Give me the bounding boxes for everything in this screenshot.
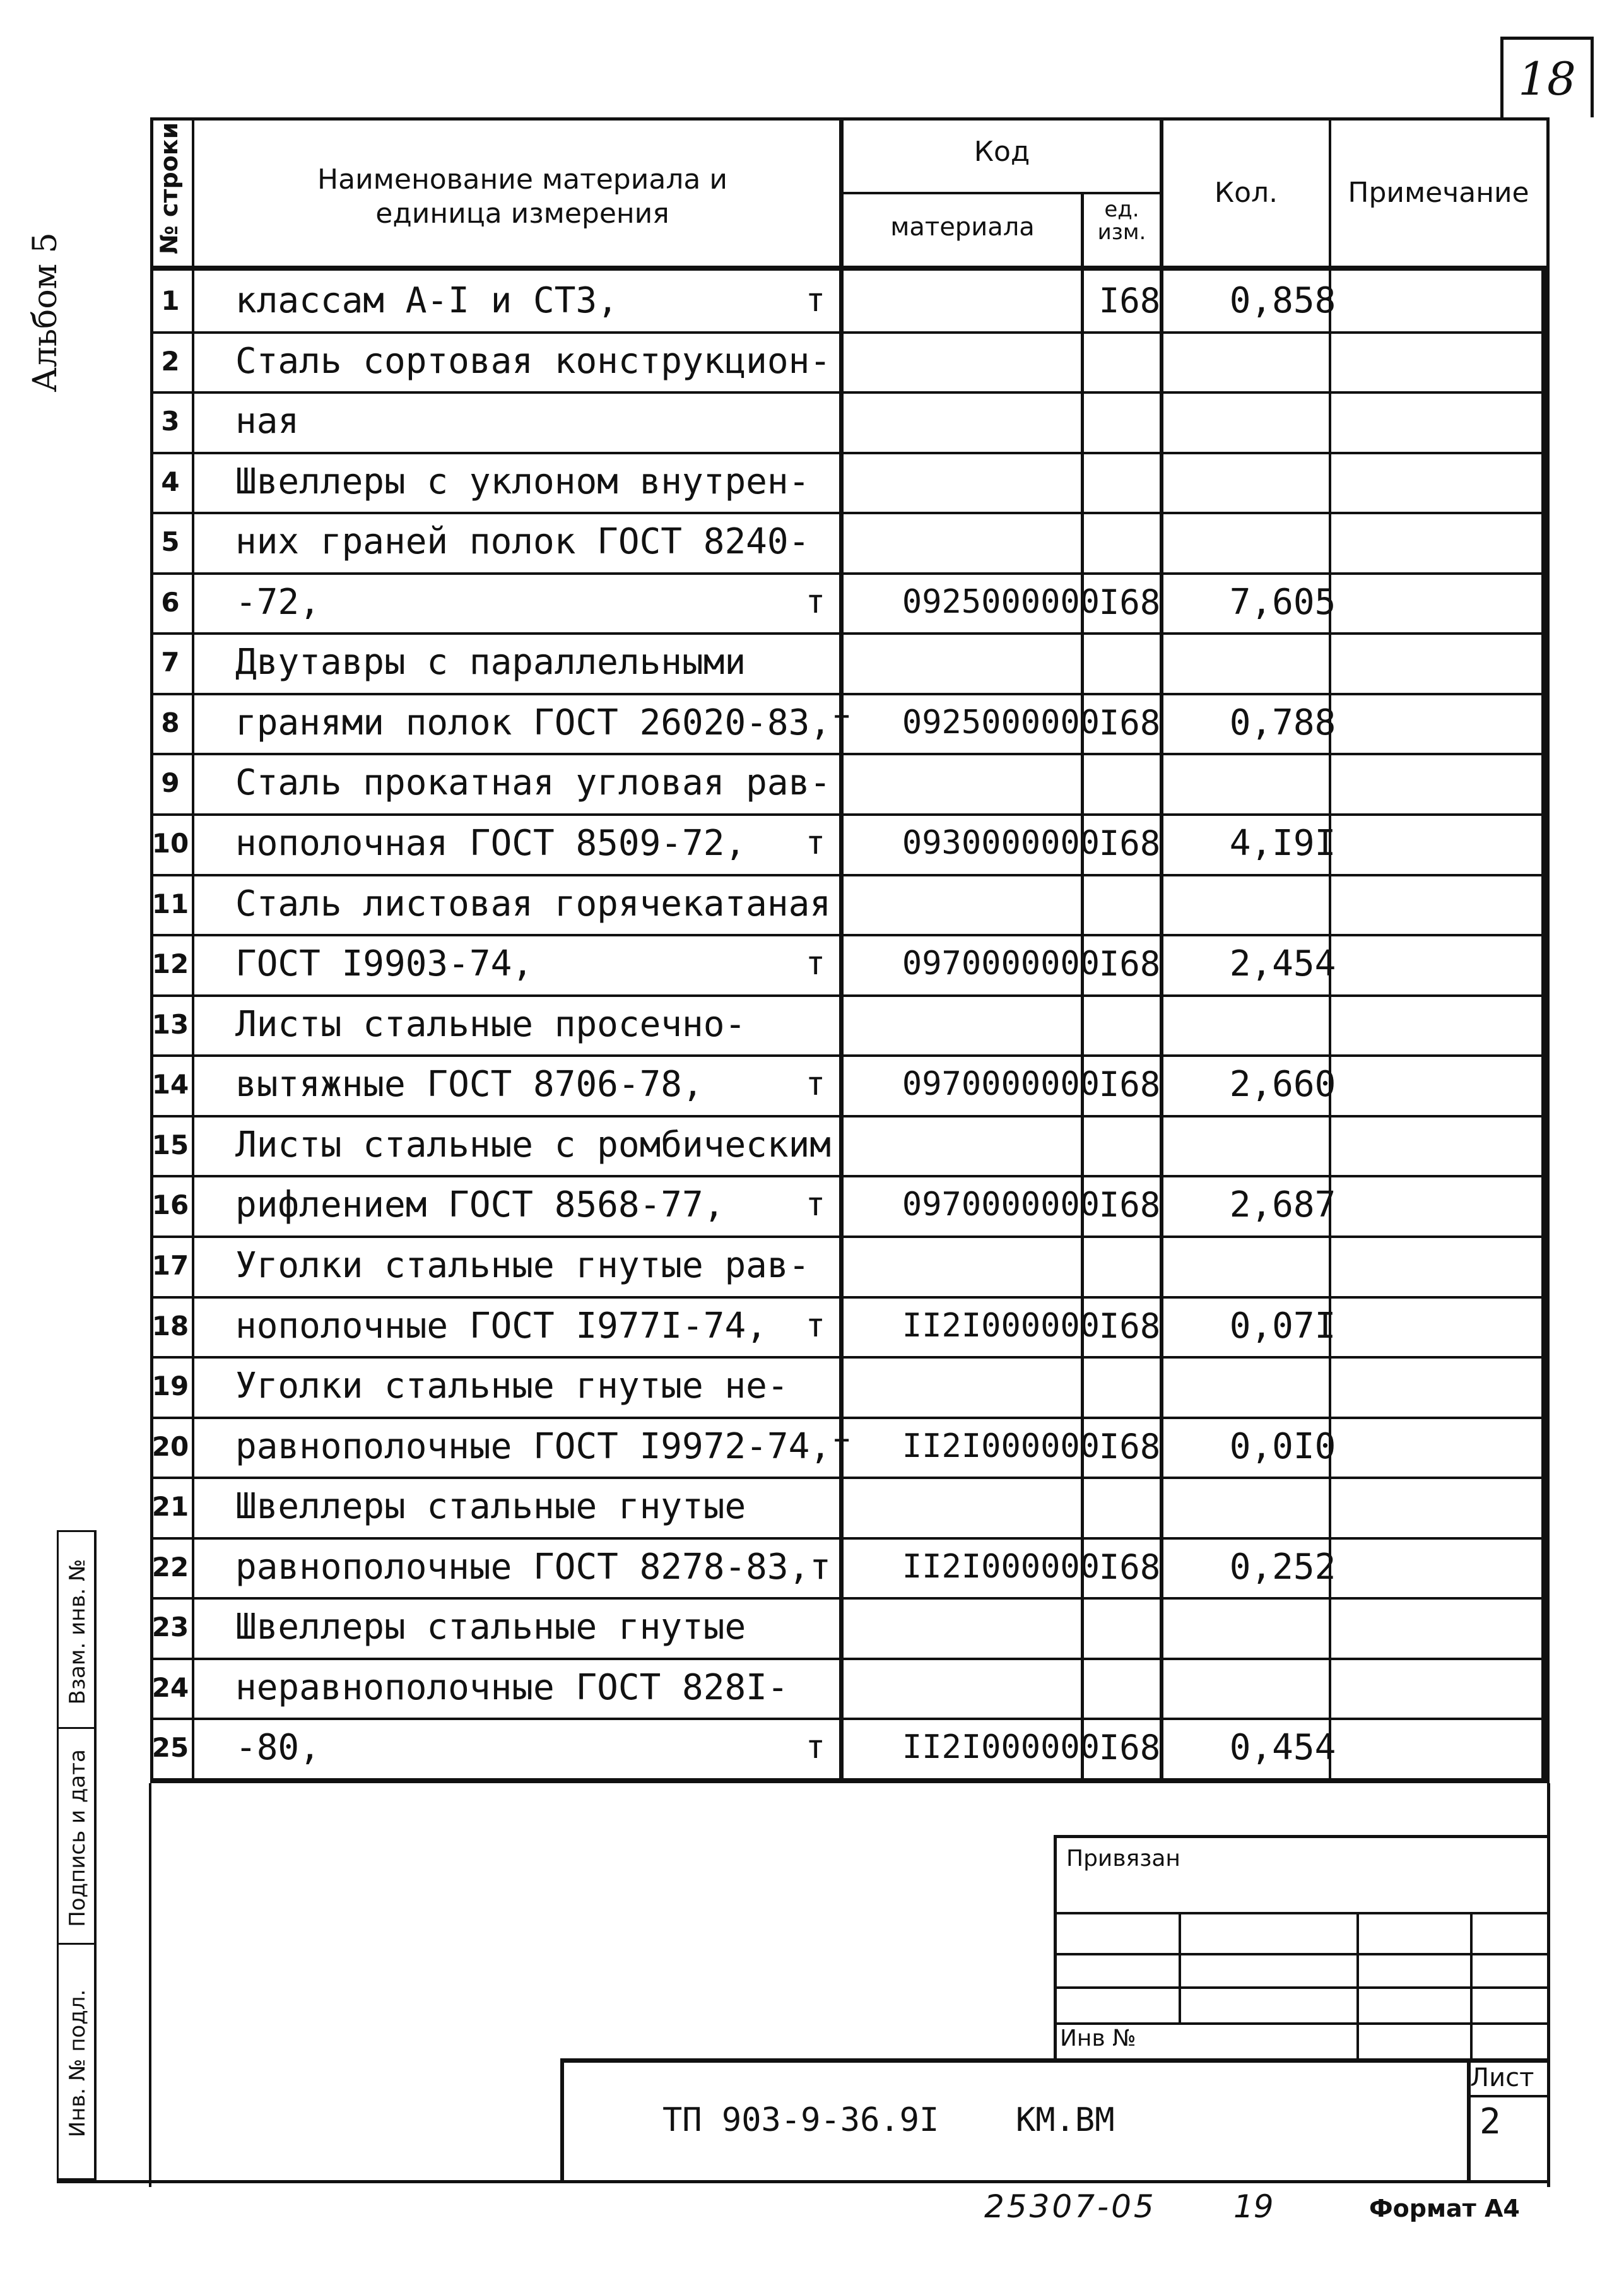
album-label: Альбом 5 bbox=[26, 232, 64, 392]
row-number: 8 bbox=[161, 707, 180, 738]
table-row bbox=[150, 331, 1550, 392]
page-number-box bbox=[1500, 37, 1594, 117]
row-number: 17 bbox=[151, 1249, 189, 1281]
material-name: классам А-I и СТ3, bbox=[235, 280, 618, 321]
quantity-value bbox=[1166, 1356, 1399, 1417]
table-row bbox=[150, 572, 1550, 633]
unit-code: I68 bbox=[1098, 1306, 1161, 1346]
material-code: 0925000000 bbox=[902, 703, 1100, 741]
material-code: II2I000000 bbox=[902, 1306, 1100, 1345]
table-row bbox=[150, 994, 1550, 1055]
row-number: 1 bbox=[161, 285, 180, 316]
unit-code: I68 bbox=[1098, 702, 1161, 743]
material-code bbox=[838, 632, 1100, 693]
table-row bbox=[150, 1115, 1550, 1176]
stamp-inv-podl-label: Инв. № подл. bbox=[65, 1989, 90, 2138]
header-row-number: № строки bbox=[155, 122, 183, 254]
quantity-value: 0,788 bbox=[1229, 702, 1336, 743]
unit-code: I68 bbox=[1098, 1064, 1161, 1105]
material-name: нополочные ГОСТ I977I-74, bbox=[235, 1305, 767, 1347]
inv-no-label: Инв № bbox=[1060, 2026, 1136, 2051]
material-name: Швеллеры с уклоном внутрен- bbox=[235, 461, 810, 502]
material-code: II2I000000 bbox=[902, 1547, 1100, 1586]
material-code bbox=[838, 271, 1100, 331]
material-code bbox=[838, 331, 1100, 392]
table-row bbox=[150, 452, 1550, 512]
material-code bbox=[838, 452, 1100, 512]
table-row bbox=[150, 1235, 1550, 1296]
unit-code bbox=[1084, 1235, 1175, 1296]
quantity-value bbox=[1166, 1235, 1399, 1296]
row-number: 5 bbox=[161, 526, 180, 558]
unit-suffix bbox=[781, 632, 825, 693]
material-code bbox=[838, 1356, 1100, 1417]
unit-suffix bbox=[781, 1417, 825, 1477]
quantity-value: 0,07I bbox=[1229, 1305, 1336, 1347]
quantity-value bbox=[1166, 1658, 1399, 1718]
material-name: Листы стальные просечно- bbox=[235, 1003, 746, 1045]
material-name: Двутавры с параллельными bbox=[235, 642, 746, 683]
unit-suffix bbox=[781, 1115, 825, 1176]
stamp-podpis-label: Подпись и дата bbox=[65, 1749, 90, 1927]
row-number: 11 bbox=[151, 888, 189, 919]
unit-code: I68 bbox=[1098, 1547, 1161, 1587]
unit-suffix bbox=[781, 753, 825, 813]
material-name: Сталь листовая горячекатаная bbox=[235, 883, 832, 924]
row-number: 21 bbox=[151, 1491, 189, 1523]
material-code bbox=[838, 1597, 1100, 1658]
material-code: II2I000000 bbox=[902, 1728, 1100, 1767]
unit-suffix bbox=[781, 1235, 825, 1296]
row-number: 2 bbox=[161, 345, 180, 377]
table-row bbox=[150, 1175, 1550, 1235]
stamp-strip bbox=[57, 1530, 149, 2180]
quantity-value: 2,687 bbox=[1229, 1184, 1336, 1226]
material-name: неравнополочные ГОСТ 828I- bbox=[235, 1666, 789, 1708]
quantity-value: 2,454 bbox=[1229, 943, 1336, 985]
table-row bbox=[150, 1356, 1550, 1417]
unit-suffix: т bbox=[805, 824, 825, 863]
material-name: -72, bbox=[235, 581, 321, 623]
unit-suffix bbox=[781, 693, 825, 753]
quantity-value bbox=[1166, 753, 1399, 813]
row-number: 6 bbox=[161, 586, 180, 618]
row-number: 25 bbox=[151, 1732, 189, 1764]
footer-page-number: 19 bbox=[1233, 2188, 1274, 2225]
row-number: 9 bbox=[161, 767, 180, 799]
quantity-value bbox=[1166, 1477, 1399, 1537]
material-code bbox=[838, 1477, 1100, 1537]
header-code-unit: ед. изм. bbox=[1097, 197, 1146, 245]
page-number: 18 bbox=[1518, 52, 1576, 105]
unit-code bbox=[1084, 1115, 1175, 1176]
unit-code bbox=[1084, 1597, 1175, 1658]
row-number: 7 bbox=[161, 647, 180, 678]
quantity-value bbox=[1166, 331, 1399, 392]
unit-suffix: т bbox=[805, 1728, 825, 1767]
material-code: II2I000000 bbox=[902, 1427, 1100, 1465]
row-number: 10 bbox=[151, 828, 189, 859]
quantity-value bbox=[1166, 452, 1399, 512]
quantity-value: 0,454 bbox=[1229, 1727, 1336, 1769]
unit-code: I68 bbox=[1098, 944, 1161, 984]
unit-suffix bbox=[781, 1658, 825, 1718]
unit-suffix bbox=[781, 874, 825, 935]
material-name: Швеллеры стальные гнутые bbox=[235, 1486, 746, 1528]
materials-table bbox=[150, 117, 1550, 1783]
material-name: Швеллеры стальные гнутые bbox=[235, 1607, 746, 1648]
unit-suffix bbox=[781, 1597, 825, 1658]
unit-code bbox=[1084, 452, 1175, 512]
material-code bbox=[838, 874, 1100, 935]
unit-suffix: т bbox=[805, 1186, 825, 1224]
material-code bbox=[838, 1658, 1100, 1718]
row-number: 12 bbox=[151, 948, 189, 980]
table-row bbox=[150, 512, 1550, 572]
material-name: равнополочные ГОСТ I9972-74,т bbox=[235, 1425, 852, 1467]
material-name: Уголки стальные гнутые рав- bbox=[235, 1244, 810, 1286]
material-code: 0970000000 bbox=[902, 1065, 1100, 1104]
quantity-value: 0,858 bbox=[1229, 280, 1336, 321]
header-name: Наименование материала и единица измерения bbox=[317, 163, 727, 230]
unit-code bbox=[1084, 1477, 1175, 1537]
quantity-value bbox=[1166, 391, 1399, 452]
material-code bbox=[838, 1235, 1100, 1296]
material-code: 0925000000 bbox=[902, 582, 1100, 621]
unit-code bbox=[1084, 331, 1175, 392]
material-code bbox=[838, 994, 1100, 1055]
material-name: рифлением ГОСТ 8568-77, bbox=[235, 1184, 725, 1226]
table-row bbox=[150, 391, 1550, 452]
unit-suffix: т bbox=[805, 281, 825, 319]
row-number: 20 bbox=[151, 1430, 189, 1462]
material-code bbox=[838, 391, 1100, 452]
unit-suffix bbox=[781, 391, 825, 452]
quantity-value bbox=[1166, 994, 1399, 1055]
table-row bbox=[150, 1537, 1550, 1598]
table-row bbox=[150, 813, 1550, 874]
material-code: 0970000000 bbox=[902, 1186, 1100, 1224]
unit-suffix: т bbox=[805, 945, 825, 983]
table-row bbox=[150, 753, 1550, 813]
format-label: Формат А4 bbox=[1369, 2195, 1520, 2222]
header-note: Примечание bbox=[1348, 177, 1529, 209]
row-number: 13 bbox=[151, 1008, 189, 1040]
unit-suffix bbox=[781, 1356, 825, 1417]
unit-suffix bbox=[781, 1477, 825, 1537]
table-row bbox=[150, 874, 1550, 935]
quantity-value: 0,252 bbox=[1229, 1546, 1336, 1588]
table-row bbox=[150, 693, 1550, 753]
stamp-cell-podpis bbox=[57, 1727, 96, 1945]
row-number: 18 bbox=[151, 1310, 189, 1342]
table-row bbox=[150, 1054, 1550, 1115]
quantity-value bbox=[1166, 632, 1399, 693]
material-name: Сталь сортовая конструкцион- bbox=[235, 340, 832, 382]
unit-suffix bbox=[781, 452, 825, 512]
quantity-value: 2,660 bbox=[1229, 1064, 1336, 1106]
unit-code bbox=[1084, 1356, 1175, 1417]
table-row bbox=[150, 1658, 1550, 1718]
material-name: вытяжные ГОСТ 8706-78, bbox=[235, 1064, 703, 1106]
material-name: Уголки стальные гнутые не- bbox=[235, 1365, 789, 1407]
header-quantity: Кол. bbox=[1214, 177, 1278, 209]
material-code: 0930000000 bbox=[902, 824, 1100, 863]
row-number: 16 bbox=[151, 1189, 189, 1221]
table-row bbox=[150, 1718, 1550, 1778]
quantity-value bbox=[1166, 874, 1399, 935]
unit-suffix: т bbox=[805, 1065, 825, 1104]
unit-code: I68 bbox=[1098, 582, 1161, 622]
sheet-value: 2 bbox=[1480, 2101, 1501, 2142]
document-code: ТП 903-9-36.9I bbox=[662, 2101, 939, 2139]
unit-code: I68 bbox=[1098, 1728, 1161, 1768]
privyazan-label: Привязан bbox=[1066, 1846, 1180, 1872]
table-row bbox=[150, 271, 1550, 331]
row-number: 24 bbox=[151, 1672, 189, 1703]
header-code-material: материала bbox=[890, 213, 1035, 242]
document-mark: КМ.ВМ bbox=[1016, 2101, 1115, 2139]
quantity-value bbox=[1166, 1597, 1399, 1658]
table-row bbox=[150, 632, 1550, 693]
quantity-value: 0,0I0 bbox=[1229, 1425, 1336, 1467]
unit-suffix bbox=[781, 331, 825, 392]
row-number: 3 bbox=[161, 406, 180, 437]
stamp-vzam-label: Взам. инв. № bbox=[65, 1559, 90, 1705]
unit-suffix bbox=[781, 994, 825, 1055]
header-code: Код bbox=[974, 136, 1030, 168]
unit-code: I68 bbox=[1098, 281, 1161, 321]
row-number: 22 bbox=[151, 1551, 189, 1583]
unit-code: I68 bbox=[1098, 1185, 1161, 1225]
sheet-label: Лист bbox=[1470, 2063, 1534, 2092]
unit-suffix: т bbox=[805, 1306, 825, 1345]
material-name: -80, bbox=[235, 1727, 321, 1769]
stamp-cell-inv-podl bbox=[57, 1943, 96, 2180]
row-number: 4 bbox=[161, 466, 180, 497]
material-code bbox=[838, 753, 1100, 813]
row-number: 19 bbox=[151, 1371, 189, 1402]
material-name: нополочная ГОСТ 8509-72, bbox=[235, 823, 746, 864]
row-number: 23 bbox=[151, 1612, 189, 1643]
unit-code bbox=[1084, 1658, 1175, 1718]
material-name: равнополочные ГОСТ 8278-83,т bbox=[235, 1546, 832, 1588]
unit-code: I68 bbox=[1098, 1426, 1161, 1466]
quantity-value bbox=[1166, 512, 1399, 572]
unit-code bbox=[1084, 391, 1175, 452]
unit-suffix bbox=[781, 512, 825, 572]
unit-suffix: т bbox=[805, 582, 825, 621]
quantity-value: 7,605 bbox=[1229, 581, 1336, 623]
material-name: Сталь прокатная угловая рав- bbox=[235, 762, 832, 804]
table-row bbox=[150, 1417, 1550, 1477]
table-row bbox=[150, 934, 1550, 994]
table-row bbox=[150, 1477, 1550, 1537]
unit-code bbox=[1084, 632, 1175, 693]
unit-suffix bbox=[781, 1537, 825, 1598]
table-row bbox=[150, 1296, 1550, 1357]
material-name: них граней полок ГОСТ 8240- bbox=[235, 521, 810, 563]
material-name: ГОСТ I9903-74, bbox=[235, 943, 534, 985]
material-code: 0970000000 bbox=[902, 945, 1100, 983]
unit-code: I68 bbox=[1098, 823, 1161, 864]
stamp-cell-vzam bbox=[57, 1530, 96, 1729]
material-code bbox=[838, 512, 1100, 572]
row-number: 14 bbox=[151, 1069, 189, 1100]
unit-code bbox=[1084, 512, 1175, 572]
quantity-value bbox=[1166, 1115, 1399, 1176]
quantity-value: 4,I9I bbox=[1229, 823, 1336, 864]
unit-code bbox=[1084, 874, 1175, 935]
material-code bbox=[838, 1115, 1100, 1176]
material-name: Листы стальные с ромбическим bbox=[235, 1124, 832, 1165]
unit-code bbox=[1084, 994, 1175, 1055]
row-number: 15 bbox=[151, 1129, 189, 1160]
material-name: ная bbox=[235, 401, 300, 442]
footer-archive-number: 25307-05 bbox=[984, 2188, 1156, 2225]
material-name: гранями полок ГОСТ 26020-83,т bbox=[235, 702, 852, 743]
table-row bbox=[150, 1597, 1550, 1658]
unit-code bbox=[1084, 753, 1175, 813]
